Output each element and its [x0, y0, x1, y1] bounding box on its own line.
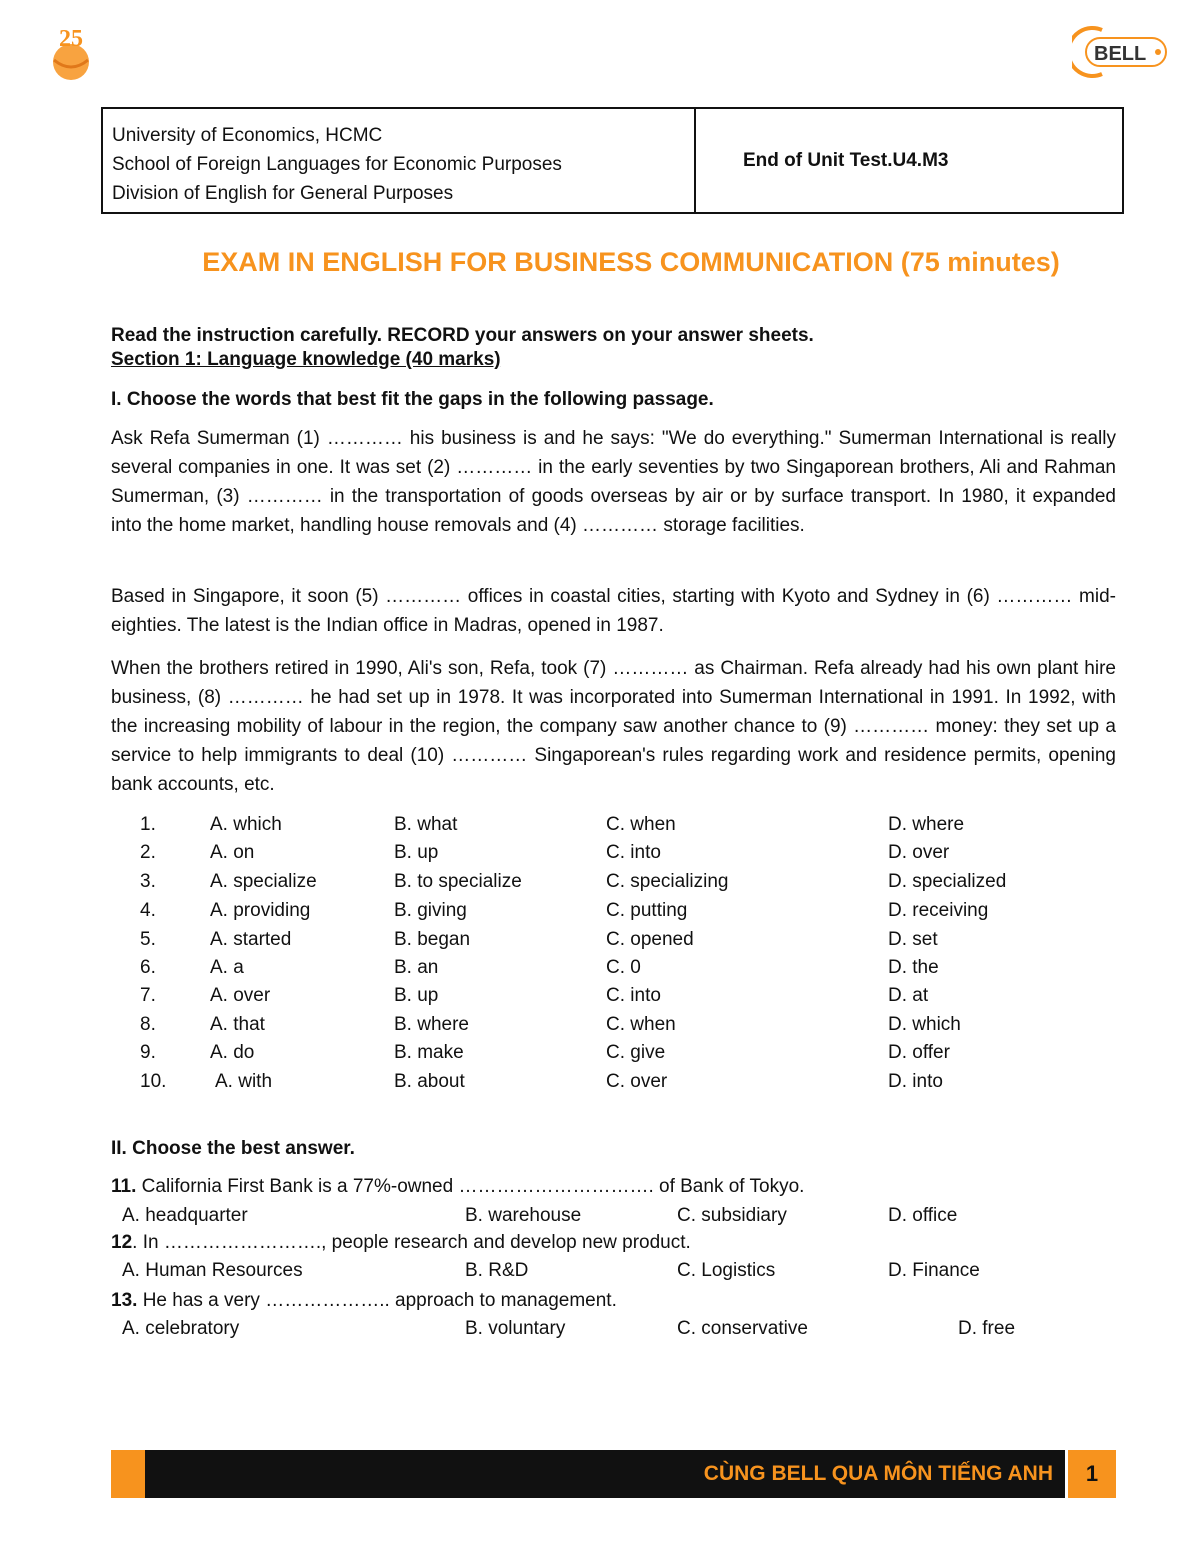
question-stem: [0, 1229, 1200, 1257]
option-b: B. began: [394, 929, 471, 950]
question-line: [111, 1173, 804, 1201]
option-c: C. conservative: [677, 1318, 808, 1339]
part-1-heading: I. Choose the words that best fit the gaps in the following passage.: [111, 389, 714, 410]
option-row: [0, 1011, 1200, 1039]
option-d: D. set: [888, 929, 938, 950]
question-number: 13.: [111, 1290, 138, 1311]
option-d: D. free: [958, 1318, 1016, 1339]
option-row: [0, 811, 1200, 839]
option-row: [0, 839, 1200, 867]
answer-options-row: [0, 1315, 1200, 1343]
option-row: [0, 897, 1200, 925]
option-a: A. providing: [210, 900, 311, 921]
option-b: B. where: [394, 1014, 469, 1035]
option-c: C. 0: [606, 957, 641, 978]
option-b: B. make: [394, 1042, 464, 1063]
option-c: C. into: [606, 842, 661, 863]
passage-paragraph-1: Ask Refa Sumerman (1) ………… his business is and he says: "We do everything." Sumerman International is really several companies in one. It was set (2) ………… in the early seventies by two Singaporean brothers, Ali and Rahman Sumerman, (3) ………… in the transportation of goods overseas by air or by surface transport. In 1980, it expanded into the home market, handling house removals and (4) ………… storage facilities.: [111, 428, 1116, 536]
option-a: A. which: [210, 814, 282, 835]
part-2-heading: II. Choose the best answer.: [111, 1138, 355, 1159]
option-c: C. over: [606, 1071, 668, 1092]
instruction-text: Read the instruction carefully. RECORD your answers on your answer sheets.: [111, 325, 814, 346]
option-b: B. an: [394, 957, 439, 978]
question-text: . In ……………………., people research and develop new product.: [132, 1232, 691, 1253]
answer-options-row: [0, 1202, 1200, 1230]
question-number: 12: [111, 1232, 133, 1253]
option-a: A. over: [210, 985, 271, 1006]
header-box: [101, 107, 1124, 214]
question-number: 8.: [140, 1014, 156, 1035]
question-number: 6.: [140, 957, 156, 978]
answer-options-row: [0, 1257, 1200, 1285]
question-stem: [0, 1287, 1200, 1315]
option-a: A. headquarter: [122, 1205, 248, 1226]
question-line: [111, 1287, 617, 1315]
question-stem: [0, 1173, 1200, 1201]
question-number: 9.: [140, 1042, 156, 1063]
option-a: A. on: [210, 842, 255, 863]
option-row: [0, 982, 1200, 1010]
question-number: 5.: [140, 929, 156, 950]
header-division: Division of English for General Purposes: [112, 183, 454, 204]
option-b: B. voluntary: [465, 1318, 566, 1339]
option-d: D. over: [888, 842, 950, 863]
option-d: D. which: [888, 1014, 961, 1035]
option-b: B. giving: [394, 900, 467, 921]
option-d: D. office: [888, 1205, 958, 1226]
option-row: [0, 926, 1200, 954]
question-number: 1.: [140, 814, 156, 835]
university-25-logo: [44, 16, 98, 82]
section-1-heading: Section 1: Language knowledge (40 marks): [111, 349, 501, 370]
option-row: [0, 1039, 1200, 1067]
logo-brand: BELL: [1094, 43, 1147, 65]
option-b: B. what: [394, 814, 458, 835]
option-a: A. Human Resources: [122, 1260, 303, 1281]
option-d: D. receiving: [888, 900, 989, 921]
option-b: B. about: [394, 1071, 465, 1092]
question-text: California First Bank is a 77%-owned …………………………. of Bank of Tokyo.: [136, 1176, 805, 1197]
option-d: D. where: [888, 814, 965, 835]
exam-title: EXAM IN ENGLISH FOR BUSINESS COMMUNICATION (75 minutes): [202, 247, 1060, 277]
option-d: D. specialized: [888, 871, 1007, 892]
option-d: D. offer: [888, 1042, 950, 1063]
option-c: C. when: [606, 814, 676, 835]
option-c: C. specializing: [606, 871, 729, 892]
test-code: End of Unit Test.U4.M3: [743, 149, 949, 171]
option-a: A. specialize: [210, 871, 317, 892]
option-d: D. Finance: [888, 1260, 980, 1281]
option-a: A. do: [210, 1042, 255, 1063]
option-a: A. celebratory: [122, 1318, 240, 1339]
option-d: D. at: [888, 985, 929, 1006]
option-row: [0, 954, 1200, 982]
option-a: A. a: [210, 957, 244, 978]
passage-paragraph-3: When the brothers retired in 1990, Ali's son, Refa, took (7) ………… as Chairman. Refa already had his own plant hire business, (8) ………… he had set up in 1978. It was incorporated into Sumerman International in 1991. In 1992, with the increasing mobility of labour in the region, the company saw another chance to (9) ………… money: they set up a service to help immigrants to deal (10) ………… Singaporean's rules regarding work and residence permits, opening bank accounts, etc.: [111, 658, 1116, 795]
option-b: B. to specialize: [394, 871, 522, 892]
option-c: C. give: [606, 1042, 666, 1063]
option-a: A. that: [210, 1014, 265, 1035]
option-b: B. R&D: [465, 1260, 529, 1281]
option-c: C. opened: [606, 929, 694, 950]
footer-slogan: CÙNG BELL QUA MÔN TIẾNG ANH: [703, 1462, 1053, 1485]
question-number: 11.: [111, 1176, 137, 1197]
option-row: [0, 868, 1200, 896]
question-number: 2.: [140, 842, 156, 863]
question-number: 7.: [140, 985, 156, 1006]
passage-paragraph-2: Based in Singapore, it soon (5) ………… offices in coastal cities, starting with Kyoto and Sydney in (6) ………… mid-eighties. The latest is the Indian office in Madras, opened in 1987.: [111, 586, 1116, 636]
option-b: B. up: [394, 985, 439, 1006]
option-c: C. subsidiary: [677, 1205, 787, 1226]
question-number: 4.: [140, 900, 156, 921]
header-institution: [103, 109, 696, 212]
question-text: He has a very ……………….. approach to management.: [137, 1290, 617, 1311]
question-number: 10.: [140, 1071, 167, 1092]
header-school: School of Foreign Languages for Economic Purposes: [112, 154, 562, 175]
question-line: [111, 1229, 691, 1257]
option-b: B. up: [394, 842, 439, 863]
header-test-code: [696, 109, 1122, 212]
logo-number: 25: [59, 26, 83, 52]
option-d: D. the: [888, 957, 939, 978]
option-d: D. into: [888, 1071, 943, 1092]
page-number: 1: [1068, 1450, 1116, 1498]
header-university: University of Economics, HCMC: [112, 125, 383, 146]
option-c: C. when: [606, 1014, 676, 1035]
option-c: C. putting: [606, 900, 688, 921]
footer-accent-bar: [111, 1450, 145, 1498]
option-b: B. warehouse: [465, 1205, 582, 1226]
option-c: C. Logistics: [677, 1260, 776, 1281]
bell-club-logo: [1072, 24, 1178, 80]
option-a: A. started: [210, 929, 292, 950]
option-c: C. into: [606, 985, 661, 1006]
option-row: [0, 1068, 1200, 1096]
option-a: A. with: [215, 1071, 273, 1092]
question-number: 3.: [140, 871, 156, 892]
